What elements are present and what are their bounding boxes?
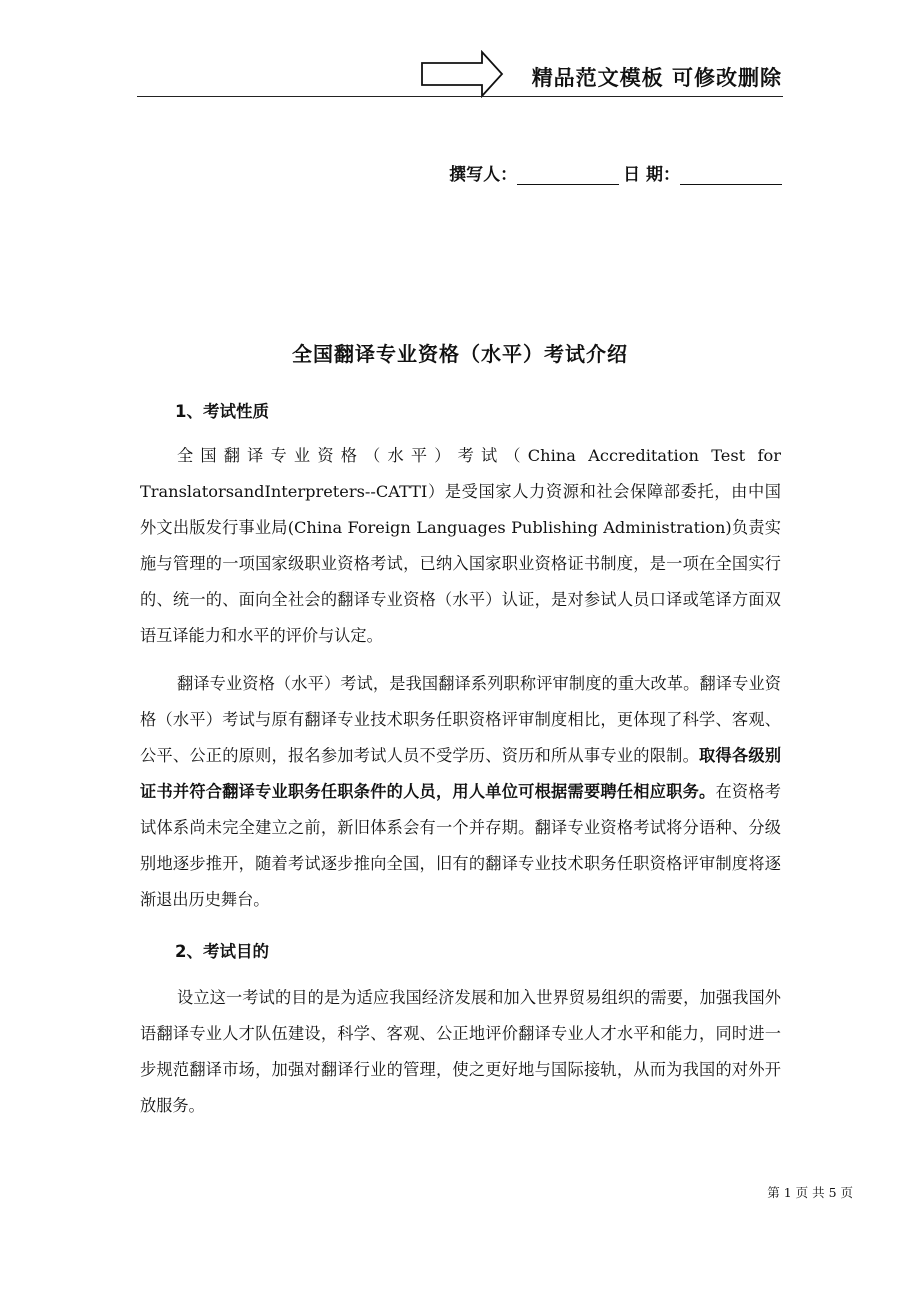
section-heading-1: 1、考试性质 — [175, 402, 269, 421]
paragraph-1-text: 全国翻译专业资格（水平）考试（China Accreditation Test for TranslatorsandInterpreters--CATTI）是受国家人力资源和社会保障部委托，由中国外文出版发行事业局(China Foreign Languages Publishing Administration)负责实施与管理的一项国家级职业资格考试，已纳入国家职业资格证书制度，是一项在全国实行的、统一的、面向全社会的翻译专业资格（水平）认证，是对参试人员口译或笔译方面双语互译能力和水平的评价与认定。 — [140, 446, 781, 645]
header-title: 精品范文模板 可修改删除 — [531, 66, 782, 90]
paragraph-3-text: 设立这一考试的目的是为适应我国经济发展和加入世界贸易组织的需要，加强我国外语翻译专业人才队伍建设，科学、客观、公正地评价翻译专业人才水平和能力，同时进一步规范翻译市场，加强对翻译行业的管理，使之更好地与国际接轨，从而为我国的对外开放服务。 — [140, 988, 781, 1115]
paragraph-2-text-a: 翻译专业资格（水平）考试，是我国翻译系列职称评审制度的重大改革。翻译专业资格（水平）考试与原有翻译专业技术职务任职资格评审制度相比，更体现了科学、客观、公平、公正的原则，报名参加考试人员不受学历、资历和所从事专业的限制。 — [140, 674, 781, 765]
author-date-line — [449, 160, 782, 185]
date-label: 日 期： — [623, 165, 680, 185]
paragraph-3 — [140, 980, 781, 1124]
document-title: 全国翻译专业资格（水平）考试介绍 — [292, 342, 628, 366]
author-label: 撰写人： — [449, 165, 518, 185]
paragraph-2-bold: 取得各级别证书并符合翻译专业职务任职条件的人员，用人单位可根据需要聘任相应职务。 — [140, 746, 782, 801]
paragraph-2 — [140, 666, 781, 918]
date-blank — [680, 166, 782, 185]
paragraph-2-text-b: 在资格考试体系尚未完全建立之前，新旧体系会有一个并存期。翻译专业资格考试将分语种、分级别地逐步推开，随着考试逐步推向全国，旧有的翻译专业技术职务任职资格评审制度将逐渐退出历史舞台。 — [140, 782, 781, 909]
right-arrow-outline-icon — [420, 50, 504, 98]
paragraph-1 — [140, 438, 781, 654]
section-heading-2: 2、考试目的 — [175, 942, 269, 961]
author-blank — [517, 166, 619, 185]
header-rule — [137, 96, 783, 97]
page-number: 第 1 页 共 5 页 — [767, 1185, 853, 1200]
